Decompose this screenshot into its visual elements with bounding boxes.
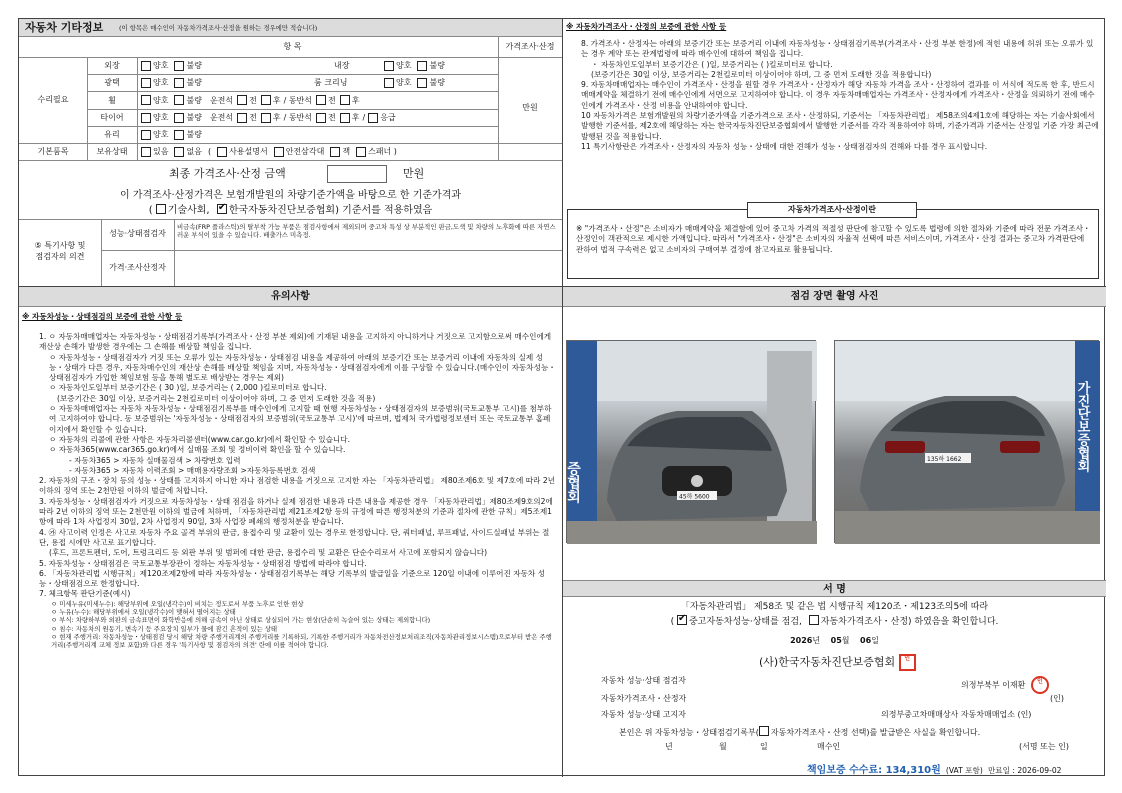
jack-label: 잭 (342, 147, 351, 156)
sig-row-value-0 (961, 676, 1049, 694)
wheel-good-checkbox[interactable] (141, 95, 151, 105)
warranty-item-11: 11 특기사항란은 가격조사・산정자의 자동차 성능・상태에 대한 견해가 성능・상태점검자의 견해와 다를 경우 표시합니다. (581, 141, 988, 151)
receipt-appraisal-checkbox[interactable] (759, 726, 769, 736)
row-exterior-label: 외장 (104, 61, 120, 70)
have-checkbox[interactable] (141, 147, 151, 157)
driver-seat-label: 운전석 (209, 113, 234, 122)
caution-item: - 자동차365 > 자동차 실매물검색 > 차량번호 입력 (69, 455, 241, 465)
possession-options: 있음 없음 ( 사용설명서 안전삼각대 잭 스패너 ) (141, 143, 397, 160)
front-car-illustration (567, 341, 817, 544)
confirm-text: 하였음을 확인합니다. (914, 617, 999, 627)
fee-vat: (VAT 포함) (945, 766, 983, 775)
sig-row-label-0: 자동차 성능·상태 점검자 (601, 676, 686, 685)
warranty-item-9: 9. 자동차매매업자는 매수인이 가격조사・산정을 원할 경우 가격조사・산정자가 해당 자동차 가격을 조사・산정하여 결과를 이 서식에 적도록 한 후, 반드시 매매계약을 체결하기 전에 매수인에게 서면으로 고지하여야 합니다. 이 경우 자동차매매업자는 가격조사・산정자에게 가격조사・산정을 의뢰하기 전에 매수인에게 가격조사・산정 비용을 안내하여야 합니다. (581, 80, 1095, 110)
final-amount-unit: 만원 (403, 167, 425, 180)
banner-text-right: 가진단보증협회 (1074, 381, 1090, 472)
caution-item: 7. 체크항목 판단기준(예시) (39, 589, 131, 599)
year-unit: 년 (812, 636, 821, 645)
criteria-item: ㅇ 현재 주행거리: 자동차성능・상태점검 당시 해당 차량 주행거리계의 주행거리를 기록하되, 기록한 주행거리가 자동차전산정보처리조직(자동차관리정보시스템)으로부터 받은 주행거리(주행거리계 교체 정보 포함)와 다른 경우 '특기사항 및 점검자의 의견' 란에 이를 적어야 합니다. (51, 632, 552, 650)
driver-seat-label: 운전석 (209, 95, 234, 105)
wheel-driver-front-checkbox[interactable] (237, 95, 247, 105)
caution-item: 3. 자동차성능・상태점검자가 거짓으로 자동차성능・상태 점검을 하거나 실제 점검한 내용과 다른 내용을 제공한 경우 「자동차관리법」제80조제9호의2에 따라 2년 이하의 징역 또는 2천만원 이하의 벌금에 처하며, 「자동차관리법 제21조제2항 등의 규정에 따른 행정처분의 기준과 절차에 관한 규칙」제5조제1항에 따라 1차 사업정지 30일, 2차 사업정지 90일, 3차 사업장 폐쇄의 행정처분을 받습니다. (39, 496, 553, 527)
expiry-date: 만료일 : 2026-09-02 (987, 766, 1062, 775)
other-info-header (19, 19, 562, 37)
option-label: 양호 (396, 78, 412, 87)
gloss-options (141, 74, 202, 91)
signature-line2 (563, 615, 1106, 628)
inspection-photo-rear (834, 340, 1099, 543)
warranty-item-10: 10 자동차가격은 보험개발원의 차량기준가액을 기준가격으로 조사・산정하되, 기준서는 「자동차관리법」 제58조의4제1호에 해당하는 자는 기술사회에서 발행한 기준서를, 제2호에 해당하는 자는 한국자동차진단보증협회에서 발행한 기준서를 각각 적용하여야 하며, 기준가격과 기준서는 산정일 기준 가장 최근에 발행된 것을 적용합니다. (581, 111, 1099, 141)
option-label: 양호 (153, 78, 169, 87)
triangle-label: 안전삼각대 (285, 147, 325, 156)
option-label: 양호 (153, 130, 169, 139)
none-checkbox[interactable] (174, 147, 184, 157)
gloss-good-checkbox[interactable] (141, 78, 151, 88)
fee-amount: 책임보증 수수료: 134,310원 (807, 765, 941, 776)
buyer-day: 일 (760, 742, 768, 751)
inspection-checkbox[interactable] (677, 615, 687, 625)
receipt-line (619, 726, 980, 739)
caution-item: ㅇ 자동차의 리콜에 관한 사항은 자동차리콜센터(www.car.go.kr)에서 확인할 수 있습니다. (49, 434, 350, 444)
option-label: 불량 (186, 61, 202, 70)
option-label: 불량 (186, 130, 202, 139)
manual-label: 사용설명서 (229, 147, 268, 156)
buyer-label: 매수인 (817, 742, 841, 751)
signature-header: 서 명 (563, 580, 1106, 597)
manual-checkbox[interactable] (217, 147, 227, 157)
fee-line (807, 758, 1061, 777)
have-label: 있음 (153, 147, 169, 156)
option-label: 양호 (153, 61, 169, 70)
option-label: 양호 (396, 61, 412, 70)
row-wheel-label: 휠 (108, 95, 116, 105)
tire-driver-rear-checkbox[interactable] (261, 113, 271, 123)
row-glass-label: 유리 (104, 130, 120, 139)
caution-item: ㅇ 자동차성능・상태점검자가 거짓 또는 오류가 있는 자동차성능・상태점검 내용을 제공하여 아래의 보증기간 또는 보증거리 이내에 자동차의 실제 성능・상태가 다른 경우, 자동차매수인의 재산상 손해를 배상할 책임을 지며, 자동차성능・상태점검자에게 이를 구상할 수 있습니다.(매수인이 자동차성능・상태점검자가 가입한 책임보험 등을 통해 별도로 배상받는 경우는 제외) (49, 352, 556, 383)
exterior-options (141, 57, 202, 74)
option-label: 불량 (429, 78, 445, 87)
buyer-sign: (서명 또는 인) (1019, 742, 1069, 751)
basic-items-label: 기본품목 (37, 147, 69, 156)
warranty-period-note: (보증기간은 30일 이상, 보증거리는 2천킬로미터 이상이어야 하며, 그 중 먼저 도래한 것을 적용합니다) (591, 69, 932, 79)
banner-text-left: 증협회 (565, 461, 581, 503)
caution-item: - 자동차365 > 자동차 이력조회 > 매매용자량조회 >자동차등록번호 검색 (69, 465, 316, 475)
exterior-bad-checkbox[interactable] (174, 61, 184, 71)
criteria-item: ㅇ 침수: 자동차의 원동기, 변속기 등 주요장치 일부가 물에 잠긴 흔적이 있는 상태 (51, 624, 278, 633)
option-label: 불량 (186, 78, 202, 87)
caution-item: 2. 자동차의 구조・장치 등의 성능・상태를 고지하지 아니한 자나 점검한 내용을 거짓으로 고지한 자는 「자동차관리법」 제80조제6호 및 제7호에 따라 2년 이하의 징역 또는 2천만원 이하의 벌금에 처합니다. (39, 476, 556, 496)
appraisal-option-label: 자동차가격조사・산정) (820, 617, 912, 627)
tire-options: 양호 불량 운전석 전 후 / 동반석 전 후 / 응급 (141, 109, 396, 126)
caution-item: ㅇ 자동차인도일부터 보증기간은 ( 30 )일, 보증거리는 ( 2,000 )킬로미터로 합니다. (49, 383, 327, 393)
caution-item: 1. ㅇ 자동차매매업자는 자동차성능・상태점검기록부(가격조사・산정 부분 제외)에 기재된 내용을 고지하지 아니하거나 거짓으로 고지함으로써 매수인에게 재산상 손해가 발생한 경우에는 그 손해를 배상할 책임을 집니다. (39, 332, 552, 352)
row-tire-label: 타이어 (100, 113, 124, 122)
rear-plate-text: 135하 1662 (927, 456, 962, 463)
signature-line1: 「자동차관리법」 제58조 및 같은 법 시행규칙 제120조・제123조의5에 따라 (680, 602, 989, 612)
org-seal-icon: 인 (899, 654, 916, 671)
other-info-note: (이 항목은 매수인이 자동차가격조사·산정을 원하는 경우에만 적습니다) (119, 24, 318, 32)
glass-options (141, 126, 202, 143)
appraisal-checkbox[interactable] (809, 615, 819, 625)
day-value: 06 (860, 636, 872, 645)
row-room-cleaning-label: 룸 크리닝 (314, 78, 348, 87)
none-label: 없음 (186, 147, 202, 156)
caution-item: ㅇ 자동차매매업자는 자동차 자동차성능・상태점검기록부를 매수인에게 고지할 때 현행 자동차성능・상태점검자의 보증범위(국토교통부 고시)를 첨부하여 고지하여야 합니다. 동 보증범위는 '자동차성능・상태점검자의 보증범위(국토교통부 고시)'에 따르며, 법제처 국가법령정보센터 또는 국토교통부 홈페이지에서 확인할 수 있습니다. (49, 404, 552, 434)
possession-label: 보유상태 (96, 147, 128, 156)
tire-driver-front-checkbox[interactable] (237, 113, 247, 123)
triangle-checkbox[interactable] (274, 147, 284, 157)
spanner-label: 스패너 ) (368, 147, 397, 156)
month-unit: 월 (841, 636, 850, 645)
room-good-checkbox[interactable] (384, 78, 394, 88)
appraisal-info-text: ※ "가격조사・산정"은 소비자가 매매계약을 체결함에 있어 중고차 가격의 적절성 판단에 참고할 수 있도록 법령에 의한 절차와 기준에 따라 전문 가격조사・산정인이 객관적으로 제시한 가액입니다. 따라서 "가격조사・산정"은 소비자의 자율적 선택에 따른 서비스이며, 가격조사・산정 결과는 중고차 가격판단에 관하여 법적 구속력은 없고 소비자의 구매여부 결정에 참고자료로 활용됩니다. (576, 224, 1091, 254)
day-unit: 일 (871, 636, 879, 645)
kadia-label: 한국자동차진단보증협회 (228, 205, 336, 216)
criteria-item: ㅇ 미세누유(미세누수): 해당부위에 오일(냉각수)이 비치는 정도로서 부품 노후로 인한 현상 (51, 599, 304, 608)
caution-subheader: ※ 자동차성능・상태점검의 보증에 관한 사항 등 (22, 312, 183, 321)
criteria-item: ㅇ 누유(누수): 해당부위에서 오일(냉각수)이 맺혀서 떨어지는 상태 (51, 608, 236, 617)
final-amount-input[interactable] (327, 165, 387, 183)
front-label: 전 (249, 113, 257, 122)
inspection-option-label: 중고자동차성능·상태를 점검, (688, 617, 802, 627)
basis-line-2 (19, 204, 562, 217)
paren-open: ( (148, 205, 153, 216)
final-amount-label: 최종 가격조사·산정 금액 (169, 167, 286, 180)
rear-label: 후 (351, 113, 360, 122)
front-label: 전 (328, 113, 336, 122)
sig-row-label-2: 자동차 성능·상태 고지자 (601, 710, 686, 719)
month-value: 05 (830, 636, 842, 645)
passenger-seat-label: / 동반석 (283, 95, 313, 105)
caution-header: 유의사항 (19, 287, 562, 307)
rear-label: 후 (272, 113, 281, 122)
caution-items (39, 332, 557, 650)
warranty-header: ※ 자동차가격조사・산정의 보증에 관한 사항 등 (566, 22, 727, 31)
tire-passenger-front-checkbox[interactable] (316, 113, 326, 123)
option-label: 양호 (153, 113, 169, 122)
appraisal-info-title: 자동차가격조사·산정이란 (747, 202, 917, 218)
year-value: 2026 (790, 636, 813, 645)
interior-good-checkbox[interactable] (384, 61, 394, 71)
option-label: 불량 (429, 61, 445, 70)
caution-item: (보증기간은 30일 이상, 보증거리는 2천킬로미터 이상이어야 하며, 그 중 먼저 도래한 것을 적용) (57, 393, 376, 403)
warranty-period: ・ 자동차인도일부터 보증기간은 ( )일, 보증거리는 ( )킬로미터로 합니다. (591, 59, 833, 69)
receipt-text: 본인은 위 자동차성능・상태점검기록부( (619, 728, 759, 737)
signature-date (563, 636, 1106, 647)
row-interior-label: 내장 (334, 61, 350, 70)
gloss-bad-checkbox[interactable] (174, 78, 184, 88)
buyer-month: 월 (719, 742, 727, 751)
caution-item: ㅇ 자동차365(www.car365.go.kr)에서 실매물 조회 및 정비이력 확인을 할 수 있습니다. (49, 445, 346, 455)
kadia-checkbox[interactable] (217, 204, 227, 214)
appraiser-label: 가격·조사산정자 (109, 262, 166, 272)
rear-label: 후 (351, 95, 360, 105)
buyer-year: 년 (665, 742, 673, 751)
wheel-passenger-rear-checkbox[interactable] (340, 95, 350, 105)
front-plate-text: 45하 5600 (679, 493, 710, 501)
room-cleaning-options (384, 74, 445, 91)
special-label-line1: ⑤ 특기사항 및 (34, 241, 86, 250)
org-name-text: (사)한국자동차진단보증협회 (759, 655, 896, 669)
wheel-passenger-front-checkbox[interactable] (316, 95, 326, 105)
spanner-checkbox[interactable] (356, 147, 366, 157)
inspection-photo-front (566, 340, 816, 543)
wheel-driver-rear-checkbox[interactable] (261, 95, 271, 105)
rear-label: 후 (272, 95, 281, 105)
interior-bad-checkbox[interactable] (417, 61, 427, 71)
option-label: 불량 (186, 95, 202, 105)
price-unit: 만원 (522, 103, 538, 113)
special-notes-label (19, 241, 101, 262)
caution-item: 5. 자동차성능・상태점검은 국토교통부장관이 정하는 자동차성능・상태점검 방법에 따라야 합니다. (39, 558, 367, 568)
repair-needed-label: 수리필요 (37, 94, 69, 104)
tire-good-checkbox[interactable] (141, 113, 151, 123)
sig-row-value-1: (인) (1050, 694, 1064, 703)
tech-society-label: 기술사회, (167, 205, 210, 216)
special-label-line2: 점검자의 의견 (35, 251, 85, 261)
tech-society-checkbox[interactable] (156, 204, 166, 214)
warranty-item-8: 8. 가격조사・산정자는 아래의 보증기간 또는 보증거리 이내에 자동차성능・상태점검기록부(가격조사・산정 부분 한정)에 적힌 내용에 허위 또는 오류가 있는 경우 계약 또는 관계법령에 따라 매수인에 대하여 책임을 집니다. (581, 39, 1094, 59)
inspector-opinion: 비금속(FRP 플라스틱)의 탈부착 가능 부품은 점검사항에서 제외되며 중고차 특성 상 부분적인 판금,도색 및 차량의 노후화에 따른 자연스러운 부식이 있을 수 있습니다. 배출가스 미측정. (177, 223, 556, 240)
paren-open: ( (670, 617, 675, 627)
basis-line-1: 이 가격조사·산정가격은 보험개발원의 차량기준가액을 바탕으로 한 기준가격과 (119, 190, 462, 201)
document-page (18, 18, 1105, 776)
room-bad-checkbox[interactable] (417, 78, 427, 88)
jack-checkbox[interactable] (330, 147, 340, 157)
interior-options (384, 57, 445, 74)
wheel-bad-checkbox[interactable] (174, 95, 184, 105)
rear-car-illustration (835, 341, 1100, 544)
front-label: 전 (249, 95, 257, 105)
other-info-title: 자동차 기타정보 (25, 21, 104, 34)
option-label: 불량 (186, 113, 202, 122)
caution-item: (후드, 프론트펜더, 도어, 트렁크리드 등 외판 부위 및 범퍼에 대한 판금, 용접수리 및 교환은 단순수리로서 사고에 포함되지 않습니다) (49, 548, 488, 558)
caution-item: 4. ㉮ 사고이력 인정은 사고로 자동차 주요 골격 부위의 판금, 용접수리 및 교환이 있는 경우로 한정합니다. 단, 쿼터패널, 루프패널, 사이드실패널 부위는 절단, 용접 시에만 사고로 표기합니다. (39, 527, 550, 547)
photo-header: 점검 장면 촬영 사진 (563, 287, 1106, 307)
inspector-label: 성능·상태점검자 (109, 229, 166, 239)
col-price-header: 가격조사·산정 (505, 41, 555, 51)
glass-bad-checkbox[interactable] (174, 130, 184, 140)
passenger-seat-label: / 동반석 (283, 113, 313, 122)
row-gloss-label: 광택 (104, 78, 120, 87)
warranty-items (581, 39, 1099, 152)
tire-passenger-rear-checkbox[interactable] (340, 113, 350, 123)
emergency-label: 응급 (380, 113, 396, 122)
basis-line-2-tail: ) 기준서를 적용하였음 (335, 205, 433, 216)
org-name (759, 654, 916, 671)
glass-good-checkbox[interactable] (141, 130, 151, 140)
tire-bad-checkbox[interactable] (174, 113, 184, 123)
appraisal-info-box (567, 205, 1099, 279)
receipt-text-tail: 자동차가격조사・산정 선택)를 발급받은 사실을 확인합니다. (770, 728, 981, 737)
inspector-seal-icon: 인 (1031, 676, 1049, 694)
exterior-good-checkbox[interactable] (141, 61, 151, 71)
front-label: 전 (328, 95, 336, 105)
caution-item: 6. 「자동차관리법 시행규칙」제120조제2항에 따라 자동차성능・상태점검기록부는 해당 기록부의 발급일을 기준으로 120일 이내에 이루어진 자동차 성능・상태점검으로 한정합니다. (39, 568, 546, 589)
wheel-options (141, 91, 360, 109)
criteria-item: ㅇ 부식: 차량하부와 외판의 금속표면이 화학반응에 의해 금속이 아닌 상태로 상실되어 가는 현상(단순히 녹슬어 있는 상태는 제외합니다) (51, 616, 431, 625)
option-label: 양호 (153, 95, 169, 105)
inspector-name: 의정부북부 이재환 (961, 680, 1026, 690)
sig-row-label-1: 자동차가격조사・산정자 (601, 694, 687, 703)
tire-emergency-checkbox[interactable] (368, 113, 378, 123)
col-item-header: 항 목 (283, 41, 302, 51)
sig-row-value-2: 의정부중고차매매상사 자동차매매업소 (인) (881, 710, 1032, 719)
